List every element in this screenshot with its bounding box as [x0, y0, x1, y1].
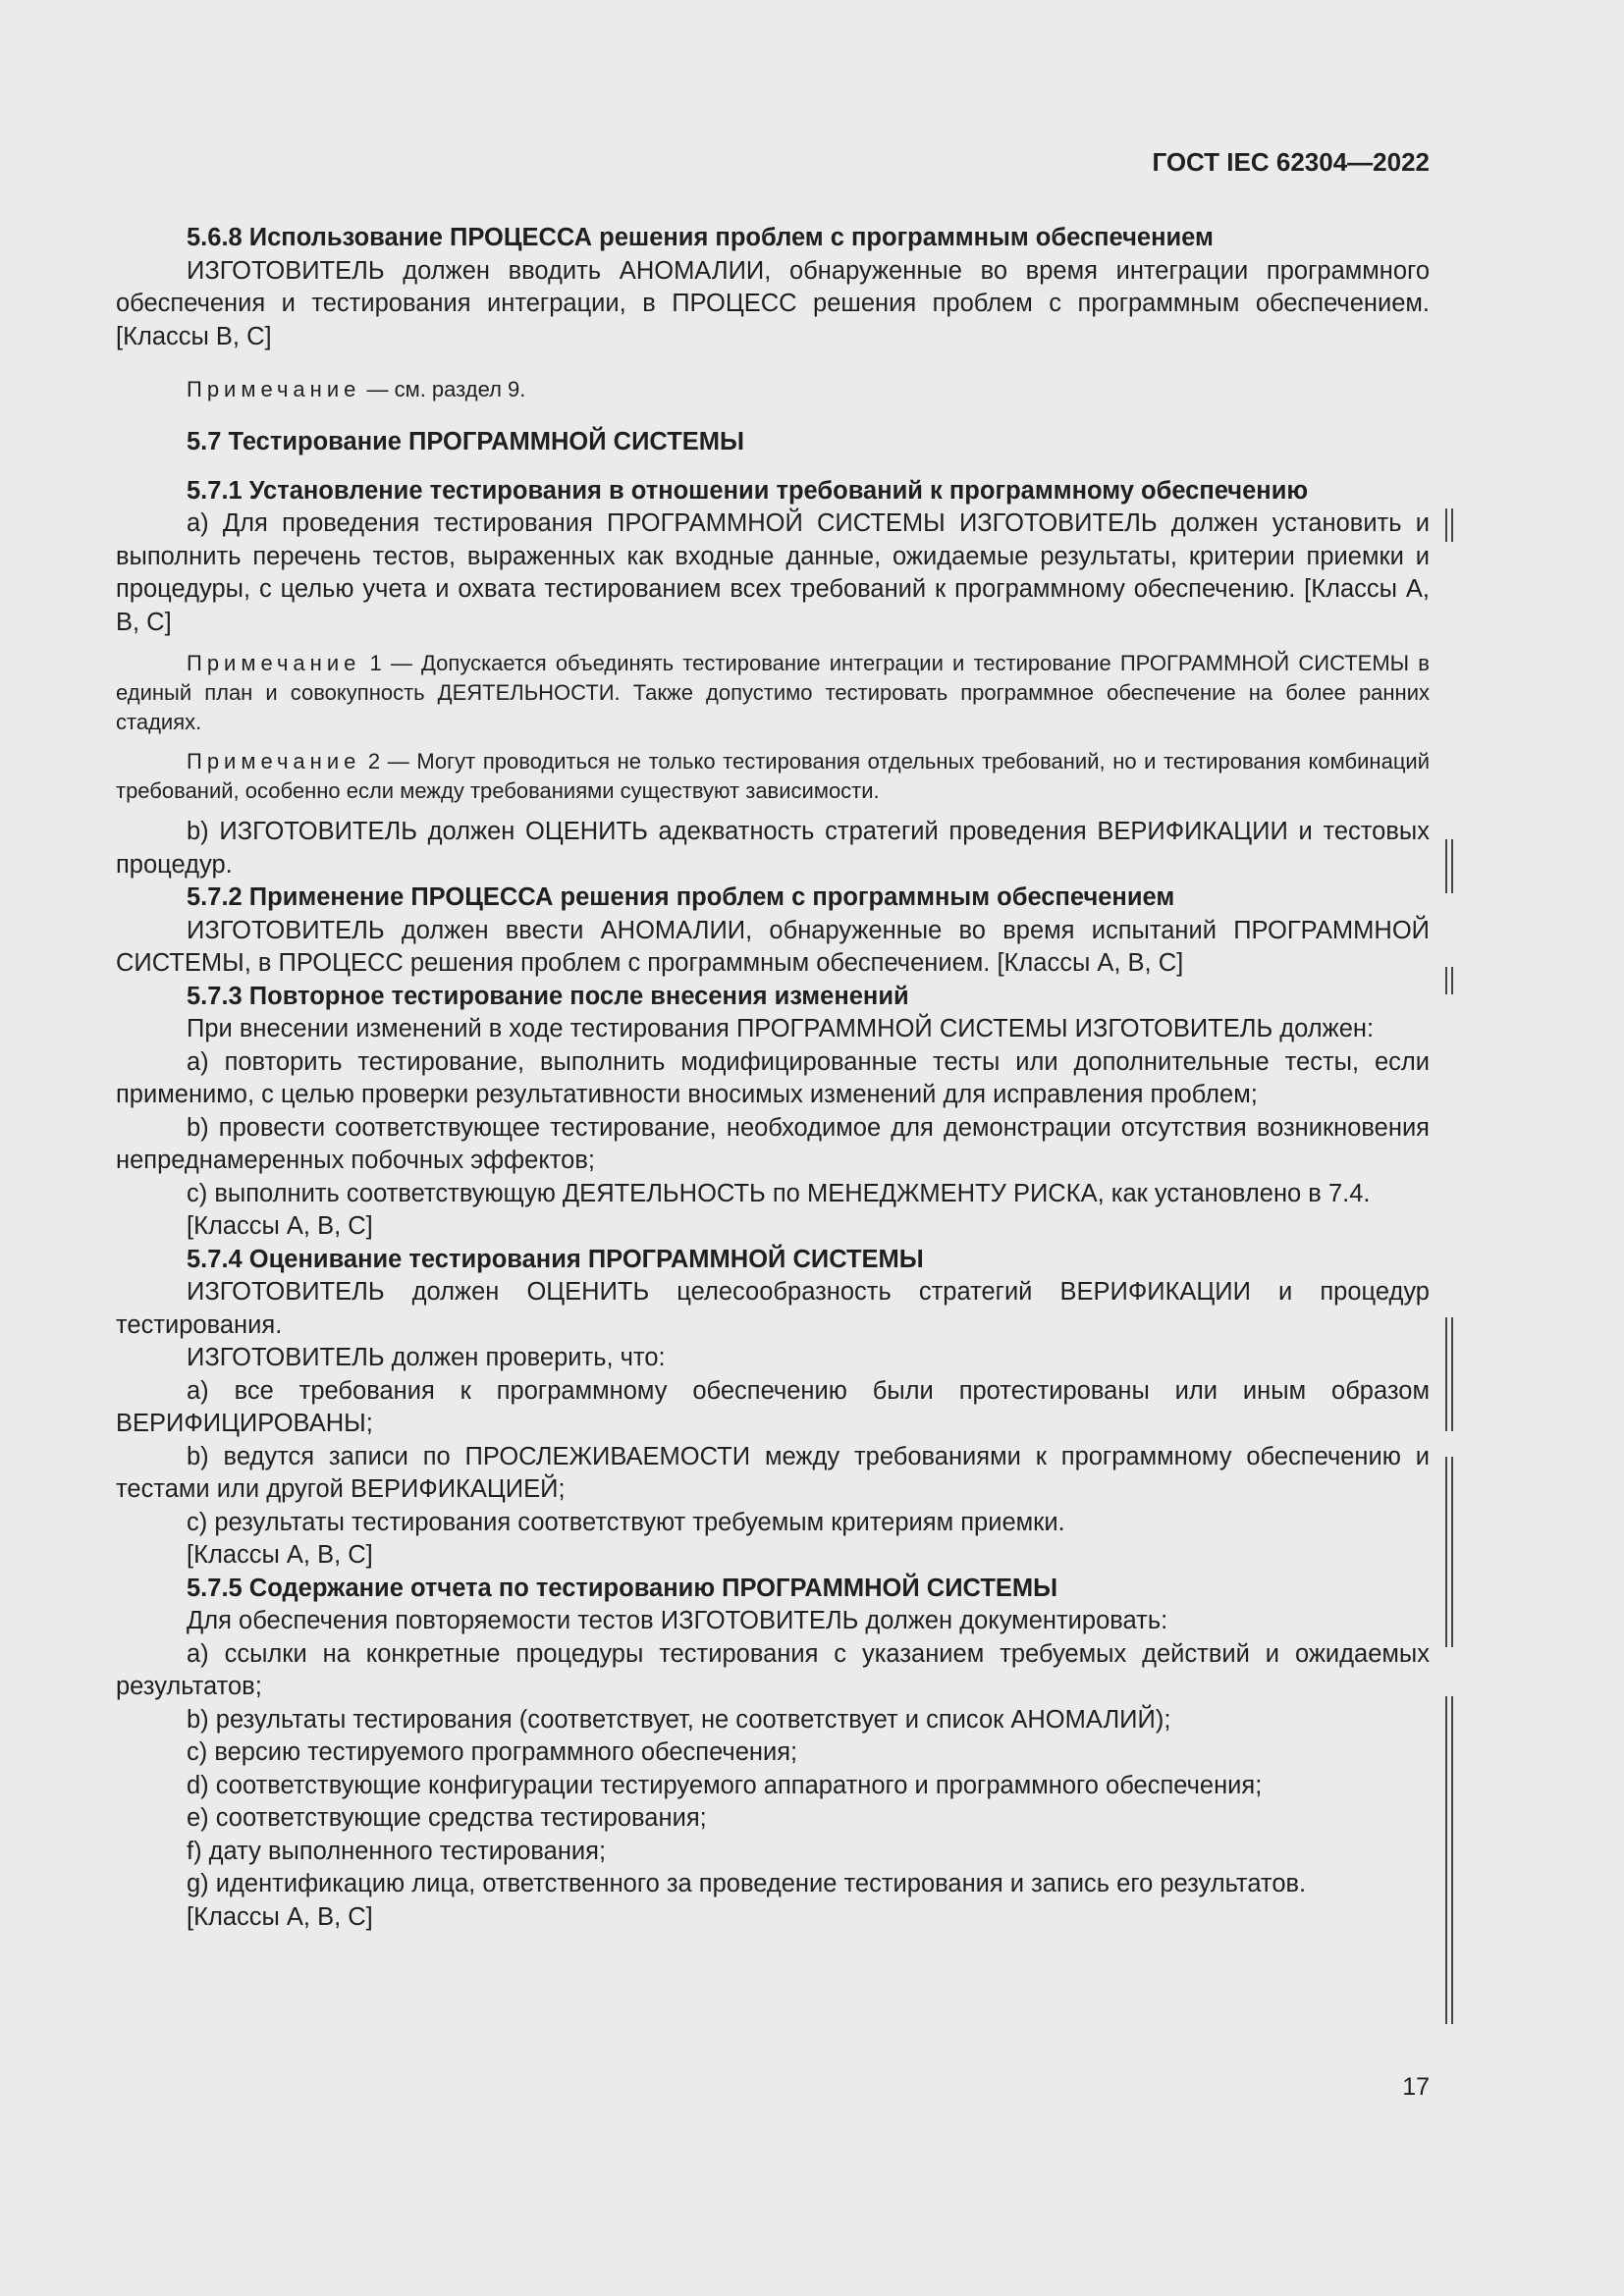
classes-label: [Классы А, В, С] — [187, 1212, 373, 1240]
note-text: 2 — Могут проводиться не только тестирования отдельных требований, но и тестирования комбинаций требований, особенно если между требованиями существуют зависимости. — [116, 749, 1430, 803]
section-heading: 5.7.5 Содержание отчета по тестированию ПРОГРАММНОЙ СИСТЕМЫ — [187, 1574, 1058, 1602]
note — [116, 375, 1430, 404]
note-label: Примечание — [187, 377, 361, 401]
list-item: e) соответствующие средства тестирования; — [187, 1804, 707, 1832]
change-bar — [1445, 508, 1453, 542]
list-item: c) версию тестируемого программного обеспечения; — [187, 1738, 798, 1766]
document-id: ГОСТ IEC 62304—2022 — [1152, 147, 1430, 177]
list-item: b) провести соответствующее тестирование, необходимое для демонстрации отсутствия возникновения непреднамеренных побочных эффектов; — [116, 1113, 1430, 1174]
paragraph: ИЗГОТОВИТЕЛЬ должен ввести АНОМАЛИИ, обнаруженные во время испытаний ПРОГРАММНОЙ СИСТЕМЫ, в ПРОЦЕСС решения проблем с программным обеспечением. [Классы А, В, С] — [116, 916, 1430, 977]
paragraph: b) ИЗГОТОВИТЕЛЬ должен ОЦЕНИТЬ адекватность стратегий проведения ВЕРИФИКАЦИИ и тестовых процедур. — [116, 818, 1430, 879]
list-item: c) результаты тестирования соответствуют требуемым критериям приемки. — [187, 1508, 1065, 1536]
list-item: f) дату выполненного тестирования; — [187, 1837, 607, 1865]
paragraph: ИЗГОТОВИТЕЛЬ должен вводить АНОМАЛИИ, обнаруженные во время интеграции программного обеспечения и тестирования интеграции, в ПРОЦЕСС решения проблем с программным обеспечением. [Классы В, С] — [116, 256, 1430, 350]
change-bar — [1445, 1457, 1453, 1647]
note — [116, 649, 1430, 737]
classes-label: [Классы А, В, С] — [187, 1541, 373, 1569]
change-bar — [1445, 1696, 1453, 2024]
list-item: d) соответствующие конфигурации тестируемого аппаратного и программного обеспечения; — [187, 1771, 1263, 1799]
list-item: а) ссылки на конкретные процедуры тестирования с указанием требуемых действий и ожидаемых результатов; — [116, 1639, 1430, 1700]
paragraph: ИЗГОТОВИТЕЛЬ должен проверить, что: — [187, 1344, 666, 1371]
list-item: b) результаты тестирования (соответствует, не соответствует и список АНОМАЛИЙ); — [187, 1705, 1171, 1734]
change-bar — [1445, 839, 1453, 893]
list-item: а) все требования к программному обеспечению были протестированы или иным образом ВЕРИФИЦИРОВАНЫ; — [116, 1376, 1430, 1437]
section-heading: 5.7.2 Применение ПРОЦЕССА решения проблем с программным обеспечением — [187, 883, 1175, 911]
section-heading: 5.6.8 Использование ПРОЦЕССА решения проблем с программным обеспечением — [187, 224, 1214, 251]
note-text: 1 — Допускается объединять тестирование интеграции и тестирование ПРОГРАММНОЙ СИСТЕМЫ в единый план и совокупность ДЕЯТЕЛЬНОСТИ. Также допустимо тестировать программное обеспечение на более ранних стадиях. — [116, 651, 1430, 734]
list-item: b) ведутся записи по ПРОСЛЕЖИВАЕМОСТИ между требованиями к программному обеспечению и тестами или другой ВЕРИФИКАЦИЕЙ; — [116, 1442, 1430, 1503]
section-heading: 5.7.1 Установление тестирования в отношении требований к программному обеспечению — [187, 476, 1309, 505]
page-content — [116, 222, 1430, 1934]
list-item: а) повторить тестирование, выполнить модифицированные тесты или дополнительные тесты, если применимо, с целью проверки результативности вносимых изменений для исправления проблем; — [116, 1047, 1430, 1108]
paragraph: При внесении изменений в ходе тестирования ПРОГРАММНОЙ СИСТЕМЫ ИЗГОТОВИТЕЛЬ должен: — [187, 1015, 1375, 1042]
paragraph: ИЗГОТОВИТЕЛЬ должен ОЦЕНИТЬ целесообразность стратегий ВЕРИФИКАЦИИ и процедур тестирования. — [116, 1278, 1430, 1339]
paragraph: Для обеспечения повторяемости тестов ИЗГОТОВИТЕЛЬ должен документировать: — [187, 1607, 1168, 1634]
change-bar — [1445, 967, 1453, 994]
note-text: — см. раздел 9. — [360, 377, 526, 401]
note-label: Примечание — [187, 749, 361, 774]
section-heading: 5.7 Тестирование ПРОГРАММНОЙ СИСТЕМЫ — [187, 428, 744, 455]
section-heading: 5.7.4 Оценивание тестирования ПРОГРАММНОЙ СИСТЕМЫ — [187, 1245, 924, 1273]
page-number: 17 — [1402, 2073, 1430, 2101]
section-heading: 5.7.3 Повторное тестирование после внесения изменений — [187, 982, 909, 1010]
list-item: g) идентификацию лица, ответственного за проведение тестирования и запись его результатов. — [187, 1870, 1307, 1897]
list-item: c) выполнить соответствующую ДЕЯТЕЛЬНОСТЬ по МЕНЕДЖМЕНТУ РИСКА, как установлено в 7.4. — [187, 1179, 1371, 1207]
classes-label: [Классы А, В, С] — [187, 1902, 373, 1931]
paragraph: а) Для проведения тестирования ПРОГРАММНОЙ СИСТЕМЫ ИЗГОТОВИТЕЛЬ должен установить и выполнить перечень тестов, выраженных как входные данные, ожидаемые результаты, критерии приемки и процедуры, с целью учета и охвата тестированием всех требований к программному обеспечению. [Классы А, В, С] — [116, 509, 1430, 636]
note-label: Примечание — [187, 651, 361, 675]
change-bar — [1445, 1317, 1453, 1431]
note — [116, 747, 1430, 806]
